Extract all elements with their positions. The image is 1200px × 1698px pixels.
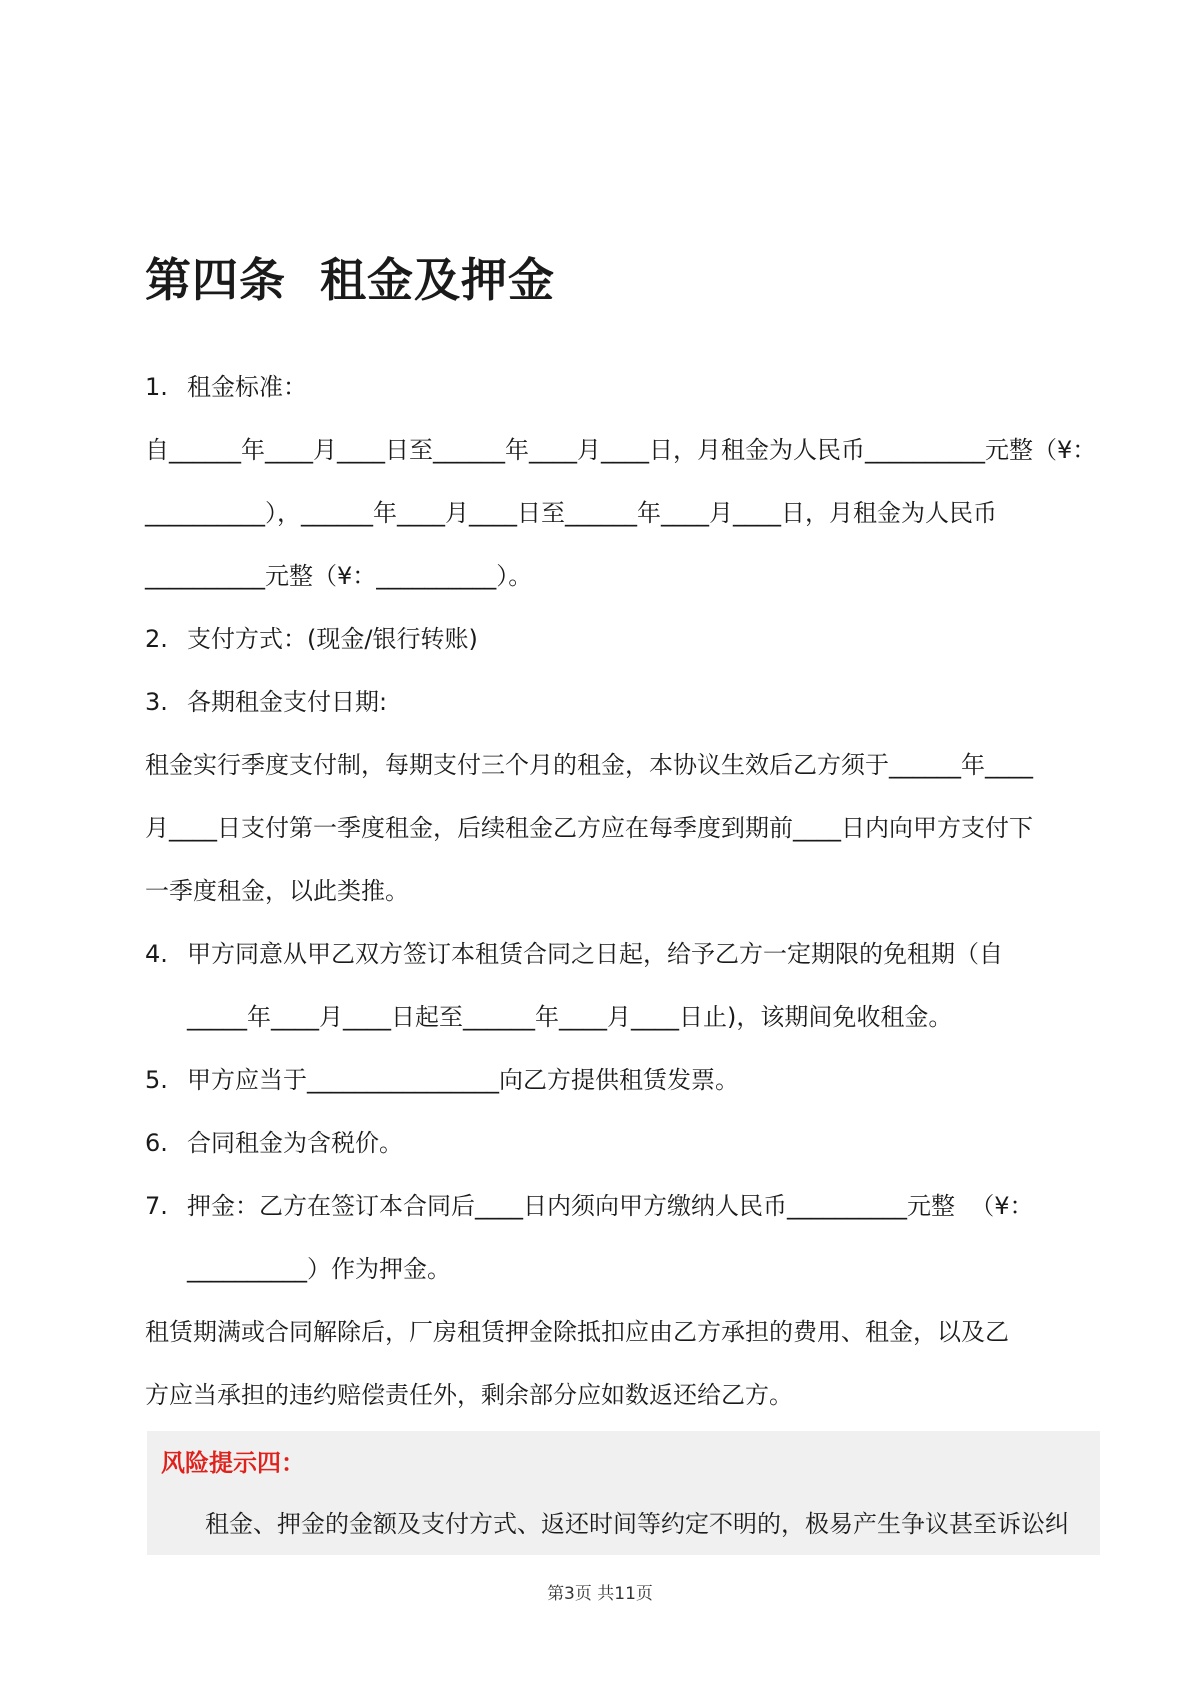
paragraph-line: 租赁期满或合同解除后，厂房租赁押金除抵扣应由乙方承担的费用、租金，以及乙 bbox=[145, 1318, 1009, 1346]
item-number: 3. bbox=[145, 688, 168, 716]
paragraph-line: _____年____月____日起至______年____月____日止)，该期间免收租金。 bbox=[187, 1003, 953, 1031]
item-number: 5. bbox=[145, 1066, 168, 1094]
paragraph-line: 自______年____月____日至______年____月____日，月租金为人民币__________元整（¥： bbox=[145, 436, 1097, 464]
item-1 bbox=[145, 367, 307, 407]
item-6 bbox=[145, 1123, 403, 1163]
item-text: 合同租金为含税价。 bbox=[187, 1129, 403, 1157]
paragraph-line: 一季度租金，以此类推。 bbox=[145, 877, 409, 905]
item-text: 各期租金支付日期: bbox=[187, 688, 388, 716]
item-number: 6. bbox=[145, 1129, 168, 1157]
item-5 bbox=[145, 1060, 739, 1100]
paragraph-line: __________元整（¥：__________）。 bbox=[145, 562, 533, 590]
paragraph-line: 方应当承担的违约赔偿责任外，剩余部分应如数返还给乙方。 bbox=[145, 1381, 793, 1409]
item-text: 租金标准： bbox=[187, 373, 307, 401]
item-7 bbox=[145, 1186, 1034, 1226]
paragraph-line: 租金实行季度支付制，每期支付三个月的租金，本协议生效后乙方须于______年____ bbox=[145, 751, 1033, 779]
risk-notice-text: 租金、押金的金额及支付方式、返还时间等约定不明的，极易产生争议甚至诉讼纠 bbox=[205, 1510, 1069, 1538]
paragraph-line: __________）作为押金。 bbox=[187, 1255, 451, 1283]
item-number: 1. bbox=[145, 373, 168, 401]
paragraph-line: __________），______年____月____日至______年____月____日，月租金为人民币 bbox=[145, 499, 997, 527]
item-4 bbox=[145, 934, 1003, 974]
item-2 bbox=[145, 619, 478, 659]
item-number: 7. bbox=[145, 1192, 168, 1220]
item-text: 支付方式：(现金/银行转账) bbox=[187, 625, 478, 653]
item-text: 甲方应当于________________向乙方提供租赁发票。 bbox=[187, 1066, 739, 1094]
item-number: 4. bbox=[145, 940, 168, 968]
section-title: 第四条 租金及押金 bbox=[145, 253, 556, 307]
item-text: 押金：乙方在签订本合同后____日内须向甲方缴纳人民币__________元整 （¥： bbox=[187, 1192, 1034, 1220]
page-number: 第3页 共11页 bbox=[547, 1584, 653, 1604]
item-text: 甲方同意从甲乙双方签订本租赁合同之日起，给予乙方一定期限的免租期（自 bbox=[187, 940, 1003, 968]
item-number: 2. bbox=[145, 625, 168, 653]
risk-notice-box bbox=[147, 1431, 1100, 1555]
risk-notice-title: 风险提示四： bbox=[161, 1449, 305, 1477]
paragraph-line: 月____日支付第一季度租金，后续租金乙方应在每季度到期前____日内向甲方支付下 bbox=[145, 814, 1033, 842]
item-3 bbox=[145, 682, 387, 722]
